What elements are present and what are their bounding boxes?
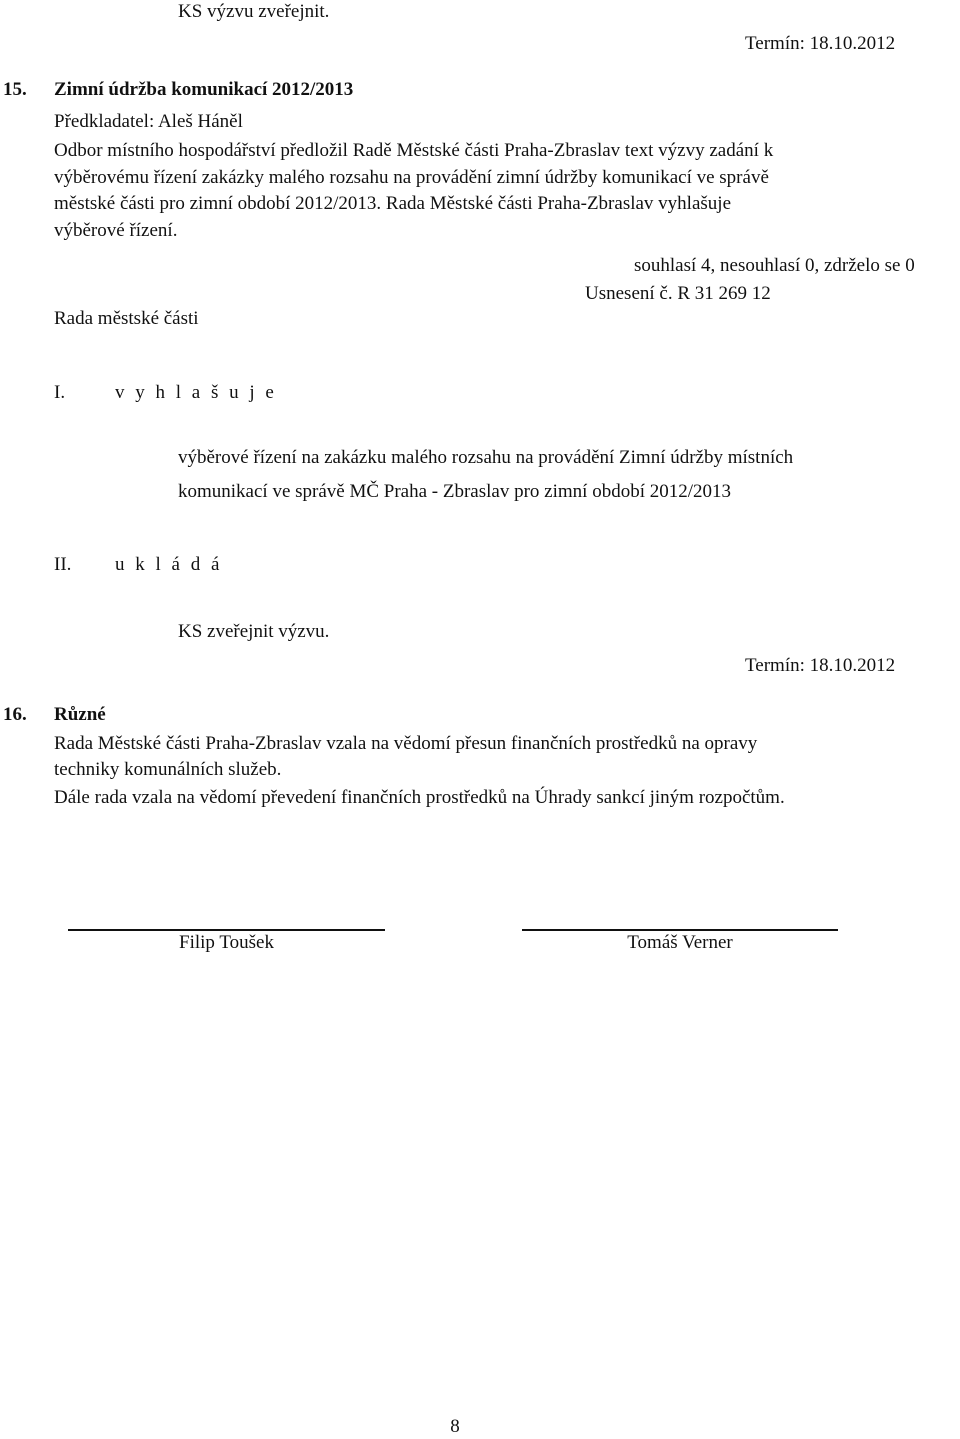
resolution-number: Usnesení č. R 31 269 12 [585, 283, 771, 304]
section-2-task: KS zveřejnit výzvu. [178, 621, 330, 642]
item-15-body-line: výběrovému řízení zakázky malého rozsahu na provádění zimní údržby komunikací ve správě [54, 167, 769, 188]
page-number: 8 [450, 1416, 460, 1437]
item-16-text-line: techniky komunálních služeb. [54, 759, 282, 780]
item-16-text-line: Dále rada vzala na vědomí převedení finančních prostředků na Úhrady sankcí jiným rozpočtům. [54, 787, 785, 808]
item-15-number: 15. [3, 79, 27, 100]
section-1-text-line: výběrové řízení na zakázku malého rozsahu na provádění Zimní údržby místních [178, 447, 794, 468]
item-15-body-line: Odbor místního hospodářství předložil Radě Městské části Praha-Zbraslav text výzvy zadání k [54, 140, 774, 161]
item-15-body-line: výběrové řízení. [54, 220, 178, 241]
signatory-name: Tomáš Verner [627, 932, 733, 953]
section-1-text-line: komunikací ve správě MČ Praha - Zbraslav pro zimní období 2012/2013 [178, 481, 732, 502]
item-16-number: 16. [3, 704, 27, 725]
vote-result: souhlasí 4, nesouhlasí 0, zdrželo se 0 [634, 255, 915, 276]
item-16-text-line: Rada Městské části Praha-Zbraslav vzala na vědomí přesun finančních prostředků na opravy [54, 733, 758, 754]
item-15-body-line: městské části pro zimní období 2012/2013. Rada Městské části Praha-Zbraslav vyhlašuje [54, 193, 731, 214]
section-2-deadline: Termín: 18.10.2012 [745, 655, 896, 676]
council-name: Rada městské části [54, 308, 199, 329]
previous-task-text: KS výzvu zveřejnit. [178, 1, 330, 22]
section-1-numeral: I. [54, 382, 66, 403]
previous-task-deadline: Termín: 18.10.2012 [745, 33, 896, 54]
section-2-verb: u k l á d á [115, 554, 223, 575]
section-1-verb: v y h l a š u j e [115, 382, 277, 403]
item-16-title: Různé [54, 704, 106, 725]
item-15-presenter: Předkladatel: Aleš Háněl [54, 111, 243, 132]
item-15-title: Zimní údržba komunikací 2012/2013 [54, 79, 354, 100]
signatory-name: Filip Toušek [179, 932, 274, 953]
section-2-numeral: II. [54, 554, 72, 575]
